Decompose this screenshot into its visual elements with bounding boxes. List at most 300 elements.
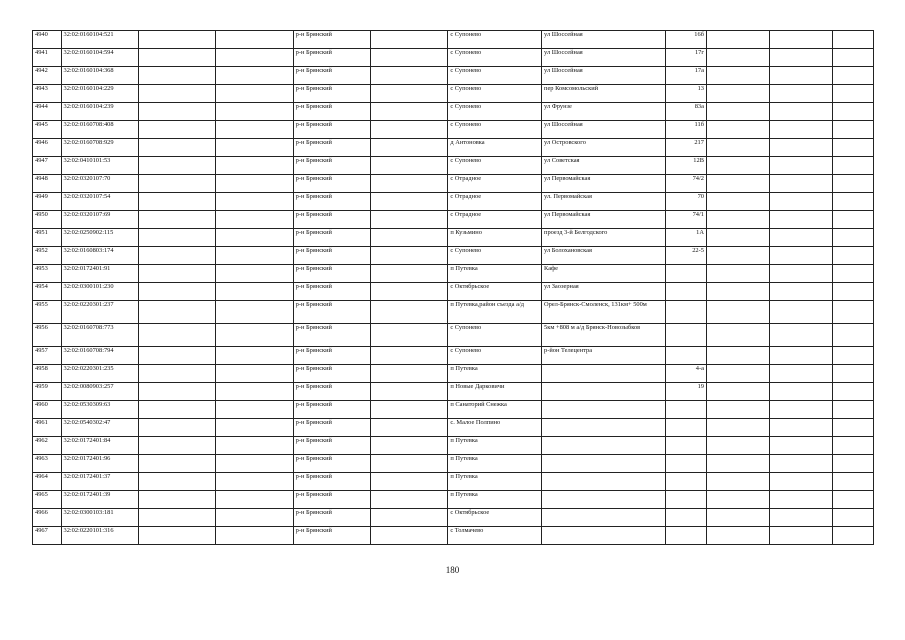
table-row: [33, 491, 874, 509]
cell-locality: с Супонево: [448, 49, 542, 67]
cell-empty: [706, 527, 769, 545]
table-row: [33, 473, 874, 491]
cell-empty: [371, 401, 448, 419]
cell-district: р-н Брянский: [293, 301, 370, 324]
table-row: [33, 193, 874, 211]
cell-house: 17г: [666, 49, 707, 67]
cell-empty: [371, 67, 448, 85]
cell-empty: [371, 247, 448, 265]
cell-empty: [833, 324, 874, 347]
cell-empty: [216, 229, 293, 247]
cell-empty: [770, 401, 833, 419]
cell-empty: [216, 67, 293, 85]
cell-empty: [216, 103, 293, 121]
cell-empty: [833, 347, 874, 365]
cell-street: [542, 401, 666, 419]
cell-empty: [770, 67, 833, 85]
table-row: [33, 139, 874, 157]
cell-empty: [138, 473, 215, 491]
cell-empty: [706, 491, 769, 509]
cell-empty: [706, 365, 769, 383]
cell-cadastral-number: 32:02:0172401:37: [61, 473, 138, 491]
cell-empty: [770, 473, 833, 491]
cell-district: р-н Брянский: [293, 365, 370, 383]
cell-empty: [833, 365, 874, 383]
cell-empty: [138, 419, 215, 437]
cell-street: ул Шоссейная: [542, 31, 666, 49]
cell-empty: [833, 193, 874, 211]
cell-empty: [138, 139, 215, 157]
table-row: [33, 211, 874, 229]
cell-empty: [138, 365, 215, 383]
cell-empty: [216, 365, 293, 383]
cell-house: [666, 509, 707, 527]
cell-street: [542, 383, 666, 401]
cell-empty: [833, 139, 874, 157]
cell-empty: [371, 509, 448, 527]
cell-empty: [216, 121, 293, 139]
cell-house: 19: [666, 383, 707, 401]
cell-empty: [770, 31, 833, 49]
table-row: [33, 157, 874, 175]
cell-district: р-н Брянский: [293, 347, 370, 365]
cell-number: 4948: [33, 175, 62, 193]
cell-cadastral-number: 32:02:0160708:773: [61, 324, 138, 347]
cell-empty: [706, 324, 769, 347]
cell-street: ул Советская: [542, 157, 666, 175]
cell-empty: [138, 121, 215, 139]
cell-house: [666, 283, 707, 301]
cell-cadastral-number: 32:02:0160708:408: [61, 121, 138, 139]
cell-empty: [706, 121, 769, 139]
cell-locality: д Антоновка: [448, 139, 542, 157]
cell-empty: [770, 527, 833, 545]
cell-house: 13: [666, 85, 707, 103]
cell-number: 4963: [33, 455, 62, 473]
cell-cadastral-number: 32:02:0172401:96: [61, 455, 138, 473]
cell-locality: с Супонево: [448, 347, 542, 365]
table-row: [33, 229, 874, 247]
cell-empty: [371, 491, 448, 509]
cell-house: 11б: [666, 121, 707, 139]
cell-empty: [138, 31, 215, 49]
cell-empty: [371, 31, 448, 49]
cell-locality: п Санаторий Снежка: [448, 401, 542, 419]
cell-street: р-йон Телецентра: [542, 347, 666, 365]
cell-empty: [138, 211, 215, 229]
table-row: [33, 509, 874, 527]
cell-empty: [770, 383, 833, 401]
cell-empty: [770, 139, 833, 157]
table-row: [33, 265, 874, 283]
cell-district: р-н Брянский: [293, 473, 370, 491]
cell-street: ул Фрунзе: [542, 103, 666, 121]
cell-empty: [706, 401, 769, 419]
cell-empty: [138, 247, 215, 265]
cell-empty: [371, 365, 448, 383]
cell-empty: [371, 49, 448, 67]
cell-district: р-н Брянский: [293, 193, 370, 211]
cell-cadastral-number: 32:02:0220301:237: [61, 301, 138, 324]
cell-locality: п Путевка: [448, 473, 542, 491]
cell-house: [666, 419, 707, 437]
cell-house: [666, 473, 707, 491]
cell-empty: [216, 301, 293, 324]
cell-locality: с Супонево: [448, 103, 542, 121]
cell-empty: [706, 455, 769, 473]
cell-empty: [138, 301, 215, 324]
cell-locality: с Супонево: [448, 85, 542, 103]
cell-house: 74/1: [666, 211, 707, 229]
cell-street: Орел-Брянск-Смоленск, 131км+ 500м: [542, 301, 666, 324]
cell-empty: [770, 491, 833, 509]
cell-cadastral-number: 32:02:0172401:91: [61, 265, 138, 283]
cell-number: 4947: [33, 157, 62, 175]
cell-number: 4957: [33, 347, 62, 365]
cell-locality: с Супонево: [448, 31, 542, 49]
table-row: [33, 49, 874, 67]
cell-number: 4958: [33, 365, 62, 383]
cell-empty: [706, 509, 769, 527]
cell-street: [542, 509, 666, 527]
cell-empty: [706, 157, 769, 175]
cell-locality: п Путевка: [448, 455, 542, 473]
table-row: [33, 365, 874, 383]
cell-empty: [138, 67, 215, 85]
table-row: [33, 67, 874, 85]
cell-empty: [371, 347, 448, 365]
cell-empty: [833, 49, 874, 67]
cell-empty: [216, 324, 293, 347]
cell-locality: п Путевка: [448, 491, 542, 509]
cell-number: 4956: [33, 324, 62, 347]
cell-cadastral-number: 32:02:0220301:235: [61, 365, 138, 383]
cell-house: 17а: [666, 67, 707, 85]
cell-street: ул. Первомайская: [542, 193, 666, 211]
cell-empty: [371, 455, 448, 473]
cell-locality: п Путевка: [448, 437, 542, 455]
table-row: [33, 324, 874, 347]
cell-number: 4951: [33, 229, 62, 247]
cell-street: проезд 3-й Белгодского: [542, 229, 666, 247]
cell-empty: [770, 193, 833, 211]
cell-district: р-н Брянский: [293, 509, 370, 527]
cell-empty: [216, 49, 293, 67]
cell-empty: [138, 85, 215, 103]
cell-empty: [770, 103, 833, 121]
cell-district: р-н Брянский: [293, 67, 370, 85]
cell-empty: [706, 211, 769, 229]
cell-locality: с Октябрьское: [448, 509, 542, 527]
cell-empty: [833, 175, 874, 193]
table-row: [33, 419, 874, 437]
cell-cadastral-number: 32:02:0160708:794: [61, 347, 138, 365]
cell-house: [666, 401, 707, 419]
cell-number: 4959: [33, 383, 62, 401]
cell-street: [542, 365, 666, 383]
cell-empty: [216, 509, 293, 527]
cell-empty: [371, 85, 448, 103]
cell-empty: [770, 49, 833, 67]
cell-empty: [216, 175, 293, 193]
cell-street: [542, 527, 666, 545]
cell-empty: [770, 229, 833, 247]
cell-empty: [138, 49, 215, 67]
cell-number: 4949: [33, 193, 62, 211]
table-row: [33, 455, 874, 473]
cell-empty: [138, 265, 215, 283]
cell-number: 4942: [33, 67, 62, 85]
cell-empty: [138, 383, 215, 401]
cell-district: р-н Брянский: [293, 157, 370, 175]
cell-empty: [770, 85, 833, 103]
cell-district: р-н Брянский: [293, 247, 370, 265]
cell-house: [666, 437, 707, 455]
cell-empty: [770, 283, 833, 301]
cell-street: [542, 419, 666, 437]
cell-empty: [706, 247, 769, 265]
cell-district: р-н Брянский: [293, 229, 370, 247]
cell-empty: [833, 265, 874, 283]
cell-empty: [706, 265, 769, 283]
cell-empty: [138, 193, 215, 211]
cell-empty: [770, 301, 833, 324]
cell-empty: [833, 473, 874, 491]
cell-empty: [833, 527, 874, 545]
page-number: 180: [445, 565, 460, 575]
cell-empty: [216, 383, 293, 401]
cell-house: 217: [666, 139, 707, 157]
cell-empty: [770, 324, 833, 347]
cell-empty: [706, 419, 769, 437]
cell-number: 4945: [33, 121, 62, 139]
cell-empty: [770, 247, 833, 265]
cell-number: 4962: [33, 437, 62, 455]
cell-district: р-н Брянский: [293, 455, 370, 473]
cell-house: 4-а: [666, 365, 707, 383]
cell-empty: [371, 211, 448, 229]
cell-house: [666, 347, 707, 365]
cell-street: пер Комсомольский: [542, 85, 666, 103]
cell-empty: [138, 157, 215, 175]
cell-empty: [216, 527, 293, 545]
table-row: [33, 401, 874, 419]
cell-street: ул Островского: [542, 139, 666, 157]
cell-empty: [216, 265, 293, 283]
cell-house: 70: [666, 193, 707, 211]
cell-cadastral-number: 32:02:0530309:63: [61, 401, 138, 419]
cell-empty: [706, 193, 769, 211]
cell-cadastral-number: 32:02:0160104:594: [61, 49, 138, 67]
cell-street: 5км +808 м а/д Брянск-Новозыбков: [542, 324, 666, 347]
cell-cadastral-number: 32:02:0172401:39: [61, 491, 138, 509]
cell-empty: [138, 229, 215, 247]
cell-empty: [770, 211, 833, 229]
cell-number: 4943: [33, 85, 62, 103]
cell-cadastral-number: 32:02:0080903:257: [61, 383, 138, 401]
cell-house: [666, 455, 707, 473]
cell-empty: [833, 67, 874, 85]
cell-empty: [138, 527, 215, 545]
cell-empty: [371, 193, 448, 211]
cell-empty: [706, 139, 769, 157]
cell-empty: [138, 347, 215, 365]
cell-empty: [706, 67, 769, 85]
cell-district: р-н Брянский: [293, 175, 370, 193]
register-table: [32, 30, 874, 545]
cell-locality: п Кузьмино: [448, 229, 542, 247]
cell-locality: с Супонево: [448, 247, 542, 265]
cell-house: [666, 324, 707, 347]
cell-district: р-н Брянский: [293, 31, 370, 49]
cell-empty: [833, 383, 874, 401]
cell-empty: [833, 31, 874, 49]
cell-district: р-н Брянский: [293, 383, 370, 401]
cell-house: 16б: [666, 31, 707, 49]
cell-house: 1А: [666, 229, 707, 247]
cell-house: 74/2: [666, 175, 707, 193]
cell-empty: [833, 419, 874, 437]
cell-street: ул Шоссейная: [542, 121, 666, 139]
table-row: [33, 31, 874, 49]
cell-empty: [216, 85, 293, 103]
cell-locality: с Толмачево: [448, 527, 542, 545]
cell-district: р-н Брянский: [293, 265, 370, 283]
table-row: [33, 437, 874, 455]
cell-empty: [216, 437, 293, 455]
cell-empty: [833, 247, 874, 265]
cell-district: р-н Брянский: [293, 491, 370, 509]
cell-district: р-н Брянский: [293, 139, 370, 157]
cell-locality: с Супонево: [448, 121, 542, 139]
cell-locality: с Отрадное: [448, 211, 542, 229]
cell-empty: [706, 301, 769, 324]
cell-cadastral-number: 32:02:0320107:70: [61, 175, 138, 193]
cell-empty: [371, 103, 448, 121]
cell-empty: [371, 301, 448, 324]
cell-number: 4960: [33, 401, 62, 419]
cell-cadastral-number: 32:02:0160104:229: [61, 85, 138, 103]
cell-house: 22-5: [666, 247, 707, 265]
cell-number: 4954: [33, 283, 62, 301]
cell-empty: [216, 347, 293, 365]
cell-empty: [706, 49, 769, 67]
cell-empty: [833, 85, 874, 103]
cell-number: 4965: [33, 491, 62, 509]
table-row: [33, 103, 874, 121]
cell-cadastral-number: 32:02:0300103:181: [61, 509, 138, 527]
cell-locality: с Отрадное: [448, 175, 542, 193]
cell-number: 4964: [33, 473, 62, 491]
cell-empty: [138, 491, 215, 509]
cell-cadastral-number: 32:02:0160104:521: [61, 31, 138, 49]
cell-locality: п Путевка: [448, 365, 542, 383]
cell-empty: [371, 157, 448, 175]
cell-street: ул Болохановская: [542, 247, 666, 265]
cell-empty: [770, 175, 833, 193]
table-row: [33, 347, 874, 365]
cell-cadastral-number: 32:02:0410101:53: [61, 157, 138, 175]
cell-empty: [138, 283, 215, 301]
cell-empty: [833, 437, 874, 455]
cell-empty: [770, 419, 833, 437]
table-row: [33, 247, 874, 265]
cell-empty: [138, 437, 215, 455]
cell-empty: [833, 491, 874, 509]
cell-street: Кафе: [542, 265, 666, 283]
cell-empty: [138, 401, 215, 419]
cell-cadastral-number: 32:02:0540302:47: [61, 419, 138, 437]
cell-empty: [216, 491, 293, 509]
cell-empty: [706, 437, 769, 455]
cell-number: 4955: [33, 301, 62, 324]
cell-empty: [138, 175, 215, 193]
cell-locality: с Супонево: [448, 324, 542, 347]
table-row: [33, 301, 874, 324]
cell-empty: [216, 455, 293, 473]
cell-empty: [833, 509, 874, 527]
cell-number: 4966: [33, 509, 62, 527]
cell-empty: [371, 175, 448, 193]
cell-empty: [706, 31, 769, 49]
cell-empty: [216, 419, 293, 437]
cell-district: р-н Брянский: [293, 324, 370, 347]
cell-empty: [833, 301, 874, 324]
cell-cadastral-number: 32:02:0250902:115: [61, 229, 138, 247]
cell-number: 4950: [33, 211, 62, 229]
cell-empty: [371, 473, 448, 491]
cell-cadastral-number: 32:02:0220101:316: [61, 527, 138, 545]
cell-district: р-н Брянский: [293, 85, 370, 103]
cell-empty: [371, 383, 448, 401]
cell-district: р-н Брянский: [293, 211, 370, 229]
cell-empty: [138, 324, 215, 347]
cell-empty: [833, 455, 874, 473]
cell-street: ул Первомайская: [542, 211, 666, 229]
cell-empty: [371, 419, 448, 437]
table-row: [33, 175, 874, 193]
cell-street: ул Заозерная: [542, 283, 666, 301]
cell-cadastral-number: 32:02:0320107:54: [61, 193, 138, 211]
cell-street: [542, 473, 666, 491]
cell-empty: [371, 324, 448, 347]
cell-street: [542, 455, 666, 473]
cell-cadastral-number: 32:02:0160104:368: [61, 67, 138, 85]
cell-cadastral-number: 32:02:0320107:69: [61, 211, 138, 229]
cell-empty: [371, 283, 448, 301]
cell-locality: п Новые Дарковичи: [448, 383, 542, 401]
cell-empty: [706, 347, 769, 365]
cell-house: 83а: [666, 103, 707, 121]
cell-empty: [770, 265, 833, 283]
cell-locality: с. Малое Полпино: [448, 419, 542, 437]
table-row: [33, 383, 874, 401]
cell-empty: [770, 455, 833, 473]
cell-empty: [138, 103, 215, 121]
cell-locality: с Отрадное: [448, 193, 542, 211]
cell-empty: [770, 509, 833, 527]
cell-number: 4961: [33, 419, 62, 437]
cell-street: [542, 437, 666, 455]
cell-empty: [770, 157, 833, 175]
cell-number: 4944: [33, 103, 62, 121]
cell-empty: [371, 527, 448, 545]
cell-empty: [371, 139, 448, 157]
cell-empty: [770, 347, 833, 365]
cell-empty: [770, 365, 833, 383]
cell-empty: [216, 473, 293, 491]
table-body: [33, 31, 874, 545]
